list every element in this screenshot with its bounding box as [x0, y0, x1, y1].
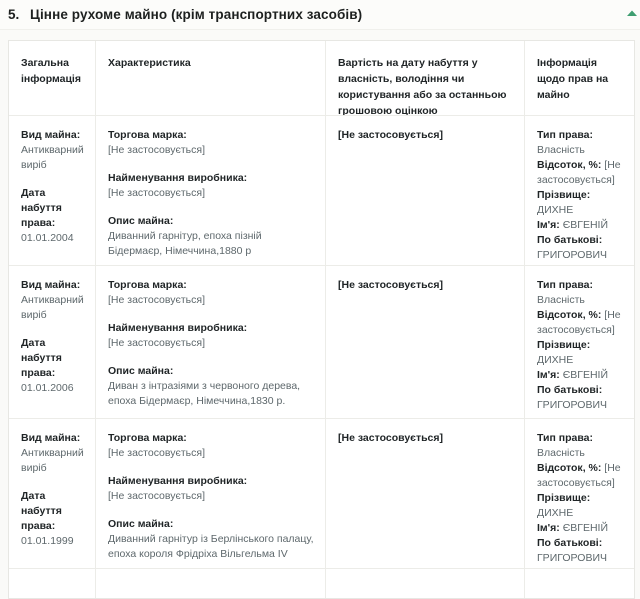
section-title: Цінне рухоме майно (крім транспортних засобів)	[30, 7, 363, 22]
manufacturer-label: Найменування виробника:	[108, 172, 248, 184]
property-table	[8, 40, 635, 599]
percent-label: Відсоток, %:	[537, 309, 602, 321]
name-value: ЄВГЕНІЙ	[562, 369, 609, 381]
date-label: Дата набуття права:	[21, 337, 62, 379]
percent-value: [Не застосовується]	[537, 159, 621, 186]
type-label: Вид майна:	[21, 432, 81, 444]
type-label: Вид майна:	[21, 129, 81, 141]
type-value: Антикварний виріб	[21, 447, 84, 474]
surname-label: Прізвище:	[537, 189, 591, 201]
table-row	[9, 115, 634, 265]
section-header[interactable]	[0, 0, 640, 30]
cell-acquisition-value: [Не застосовується]	[325, 115, 524, 265]
column-header-value: Вартість на дату набуття у власність, володіння чи користування або за останньою грошовою оцінкою	[325, 41, 524, 115]
type-label: Вид майна:	[21, 279, 81, 291]
section-number: 5.	[8, 7, 20, 22]
manufacturer-value: [Не застосовується]	[108, 490, 205, 502]
manufacturer-label: Найменування виробника:	[108, 322, 248, 334]
trademark-value: [Не застосовується]	[108, 294, 205, 306]
percent-value: [Не застосовується]	[537, 462, 621, 489]
description-label: Опис майна:	[108, 365, 174, 377]
table-row	[9, 265, 634, 418]
cell-characteristics	[95, 418, 325, 568]
right-type-value: Власність	[537, 294, 585, 306]
trademark-value: [Не застосовується]	[108, 144, 205, 156]
manufacturer-label: Найменування виробника:	[108, 475, 248, 487]
patronymic-value: ГРИГОРОВИЧ	[537, 249, 607, 261]
name-label: Ім'я:	[537, 522, 560, 534]
patronymic-label: По батькові:	[537, 234, 603, 246]
right-type-label: Тип права:	[537, 279, 593, 291]
name-label: Ім'я:	[537, 369, 560, 381]
cell-acquisition-value: [Не застосовується]	[325, 265, 524, 418]
date-label: Дата набуття права:	[21, 490, 62, 532]
table-header-row	[9, 41, 634, 115]
table-row	[9, 418, 634, 568]
cell-rights-info	[524, 265, 634, 418]
type-value: Антикварний виріб	[21, 294, 84, 321]
trademark-label: Торгова марка:	[108, 129, 187, 141]
date-value: 01.01.1999	[21, 535, 74, 547]
column-header-characteristics: Характеристика	[95, 41, 325, 115]
surname-value: ДИХНЕ	[537, 204, 574, 216]
percent-label: Відсоток, %:	[537, 462, 602, 474]
patronymic-label: По батькові:	[537, 384, 603, 396]
cell-rights-info	[524, 418, 634, 568]
name-value: ЄВГЕНІЙ	[562, 219, 609, 231]
description-label: Опис майна:	[108, 518, 174, 530]
description-label: Опис майна:	[108, 215, 174, 227]
name-value: ЄВГЕНІЙ	[562, 522, 609, 534]
patronymic-label: По батькові:	[537, 537, 603, 549]
cell-characteristics	[95, 115, 325, 265]
trademark-value: [Не застосовується]	[108, 447, 205, 459]
trademark-label: Торгова марка:	[108, 432, 187, 444]
right-type-label: Тип права:	[537, 432, 593, 444]
patronymic-value: ГРИГОРОВИЧ	[537, 552, 607, 564]
right-type-value: Власність	[537, 447, 585, 459]
percent-label: Відсоток, %:	[537, 159, 602, 171]
surname-label: Прізвище:	[537, 339, 591, 351]
manufacturer-value: [Не застосовується]	[108, 337, 205, 349]
description-value: Диванний гарнітур, епоха пізній Бідермаєр, Німеччина,1880 р	[108, 230, 262, 257]
date-value: 01.01.2006	[21, 382, 74, 394]
trademark-label: Торгова марка:	[108, 279, 187, 291]
column-header-rights: Інформація щодо прав на майно	[524, 41, 634, 115]
right-type-label: Тип права:	[537, 129, 593, 141]
name-label: Ім'я:	[537, 219, 560, 231]
date-value: 01.01.2004	[21, 232, 74, 244]
right-type-value: Власність	[537, 144, 585, 156]
cell-characteristics	[95, 265, 325, 418]
cell-general-info	[9, 115, 95, 265]
date-label: Дата набуття права:	[21, 187, 62, 229]
percent-value: [Не застосовується]	[537, 309, 621, 336]
column-header-general: Загальна інформація	[21, 57, 81, 85]
type-value: Антикварний виріб	[21, 144, 84, 171]
surname-label: Прізвище:	[537, 492, 591, 504]
cell-general-info	[9, 265, 95, 418]
cell-acquisition-value: [Не застосовується]	[325, 418, 524, 568]
manufacturer-value: [Не застосовується]	[108, 187, 205, 199]
surname-value: ДИХНЕ	[537, 354, 574, 366]
cell-rights-info	[524, 115, 634, 265]
surname-value: ДИХНЕ	[537, 507, 574, 519]
chevron-up-icon[interactable]	[626, 9, 638, 17]
description-value: Диван з інтразіями з червоного дерева, епоха Бідермаєр, Німеччина,1830 р.	[108, 380, 301, 407]
cell-general-info	[9, 418, 95, 568]
patronymic-value: ГРИГОРОВИЧ	[537, 399, 607, 411]
description-value: Диванний гарнітур із Берлінського палацу, епоха короля Фрідріха Вільгельма IV	[108, 533, 314, 560]
